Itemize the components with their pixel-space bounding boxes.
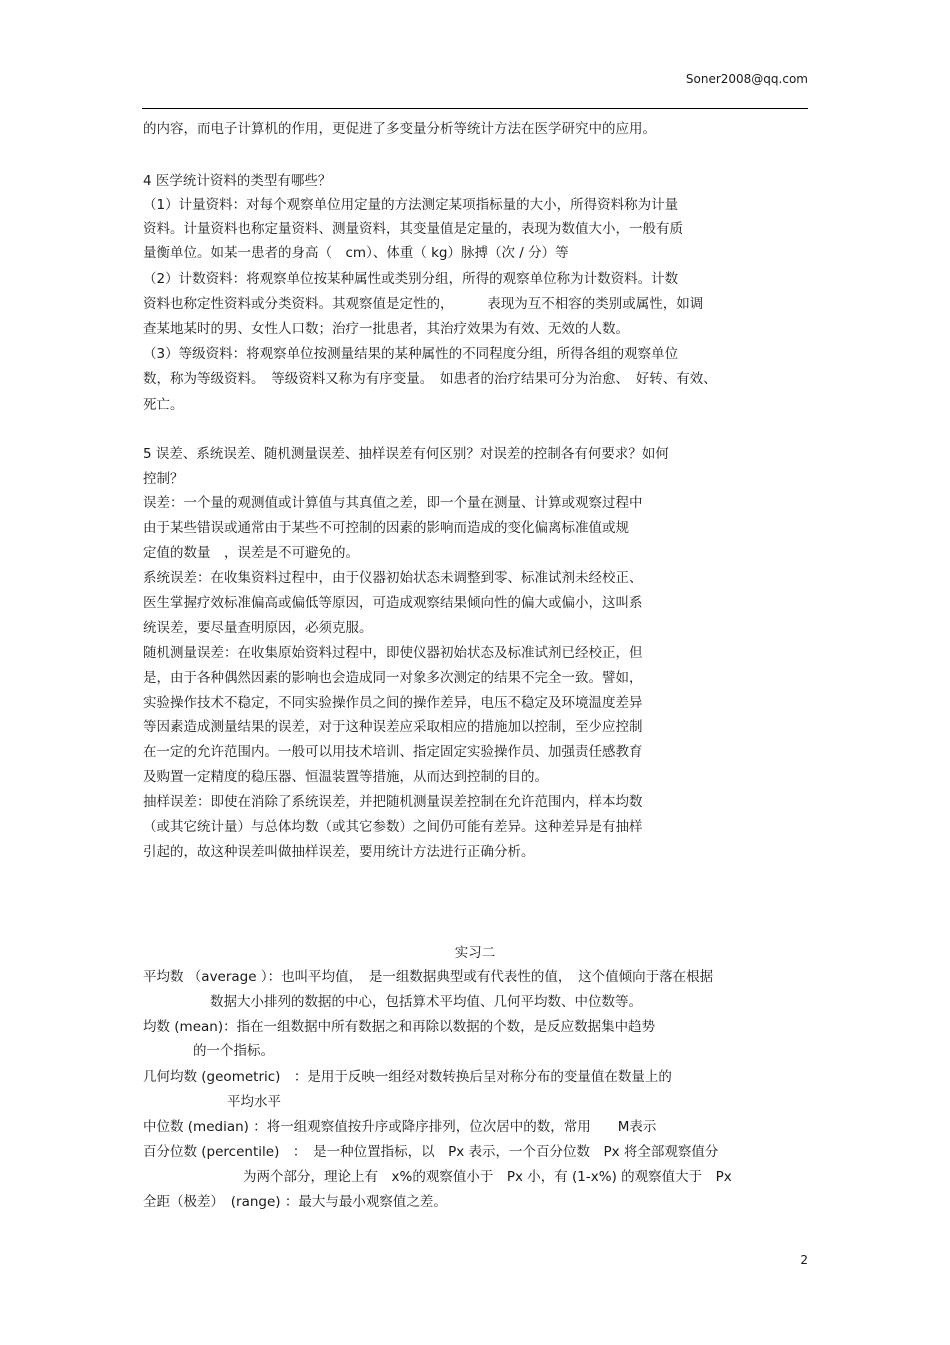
term-range: 全距（极差） (range) ：最大与最小观察值之差。 — [143, 1194, 447, 1210]
text-line: 实验操作技术不稳定，不同实验操作员之间的操作差异，电压不稳定及环境温度差异 — [143, 695, 643, 711]
header-email: Soner2008@qq.com — [685, 72, 808, 86]
practice-title: 实习二 — [454, 945, 496, 961]
text-line: 系统误差：在收集资料过程中，由于仪器初始状态未调整到零、标准试剂未经校正、 — [143, 570, 643, 586]
text-line: 的一个指标。 — [193, 1043, 274, 1059]
text-line: （2）计数资料：将观察单位按某种属性或类别分组，所得的观察单位称为计数资料。计数 — [143, 271, 679, 287]
text-line: 在一定的允许范围内。一般可以用技术培训、指定固定实验操作员、加强责任感教育 — [143, 744, 643, 760]
text-line: 量衡单位。如某一患者的身高（ cm）、体重（ kg）脉搏（次 / 分）等 — [143, 245, 569, 261]
header-rule — [142, 108, 808, 109]
text-line: 医生掌握疗效标准偏高或偏低等原因，可造成观察结果倾向性的偏大或偏小，这叫系 — [143, 595, 643, 611]
text-line: （1）计量资料：对每个观察单位用定量的方法测定某项指标量的大小，所得资料称为计量 — [143, 197, 679, 213]
term-median: 中位数 (median) ：将一组观察值按升序或降序排列，位次居中的数，常用 M表示 — [143, 1119, 657, 1135]
text-line: 误差：一个量的观测值或计算值与其真值之差，即一个量在测量、计算或观察过程中 — [143, 495, 643, 511]
text-line: 引起的，故这种误差叫做抽样误差，要用统计方法进行正确分析。 — [143, 844, 535, 860]
text-line: 由于某些错误或通常由于某些不可控制的因素的影响而造成的变化偏离标准值或规 — [143, 520, 629, 536]
section-heading: 5 误差、系统误差、随机测量误差、抽样误差有何区别？对误差的控制各有何要求？如何 — [143, 446, 669, 462]
term-mean: 均数 (mean)：指在一组数据中所有数据之和再除以数据的个数，是反应数据集中趋势 — [143, 1019, 656, 1035]
text-line: 定值的数量 ，误差是不可避免的。 — [143, 545, 359, 561]
text-line: 控制？ — [143, 471, 184, 487]
page-number: 2 — [800, 1253, 808, 1267]
term-percentile: 百分位数 (percentile) ： 是一种位置指标，以 Px 表示，一个百分位数 Px 将全部观察值分 — [143, 1144, 719, 1160]
section-heading: 4 医学统计资料的类型有哪些？ — [143, 173, 332, 189]
text-line: 抽样误差：即使在消除了系统误差，并把随机测量误差控制在允许范围内，样本均数 — [143, 794, 643, 810]
text-line: 为两个部分，理论上有 x%的观察值小于 Px 小，有 (1-x%) 的观察值大于 Px — [243, 1169, 732, 1185]
text-line: 资料。计量资料也称定量资料、测量资料，其变量值是定量的，表现为数值大小，一般有质 — [143, 221, 683, 237]
text-line: 资料也称定性资料或分类资料。其观察值是定性的， 表现为互不相容的类别或属性，如调 — [143, 296, 704, 312]
text-line: 是，由于各种偶然因素的影响也会造成同一对象多次测定的结果不完全一致。譬如， — [143, 670, 643, 686]
text-line: （3）等级资料：将观察单位按测量结果的某种属性的不同程度分组，所得各组的观察单位 — [143, 346, 679, 362]
text-line: 数，称为等级资料。 等级资料又称为有序变量。 如患者的治疗结果可分为治愈、 好转、有效、 — [143, 371, 717, 387]
text-line: 死亡。 — [143, 397, 184, 413]
text-line: 平均水平 — [227, 1094, 281, 1110]
text-line: 查某地某时的男、女性人口数；治疗一批患者，其治疗效果为有效、无效的人数。 — [143, 321, 629, 337]
text-line: 数据大小排列的数据的中心，包括算术平均值、几何平均数、中位数等。 — [210, 994, 642, 1010]
term-average: 平均数 （average ）：也叫平均值， 是一组数据典型或有代表性的值， 这个值倾向于落在根据 — [143, 969, 714, 985]
text-line: 统误差，要尽量查明原因，必须克服。 — [143, 620, 373, 636]
text-line: 的内容，而电子计算机的作用，更促进了多变量分析等统计方法在医学研究中的应用。 — [143, 121, 656, 137]
text-line: 等因素造成测量结果的误差，对于这种误差应采取相应的措施加以控制，至少应控制 — [143, 719, 643, 735]
text-line: 及购置一定精度的稳压器、恒温装置等措施，从而达到控制的目的。 — [143, 769, 548, 785]
term-geometric: 几何均数 (geometric) ：是用于反映一组经对数转换后呈对称分布的变量值在数量上的 — [143, 1069, 672, 1085]
text-line: 随机测量误差：在收集原始资料过程中，即使仪器初始状态及标准试剂已经校正，但 — [143, 645, 643, 661]
text-line: （或其它统计量）与总体均数（或其它参数）之间仍可能有差异。这种差异是有抽样 — [143, 819, 643, 835]
